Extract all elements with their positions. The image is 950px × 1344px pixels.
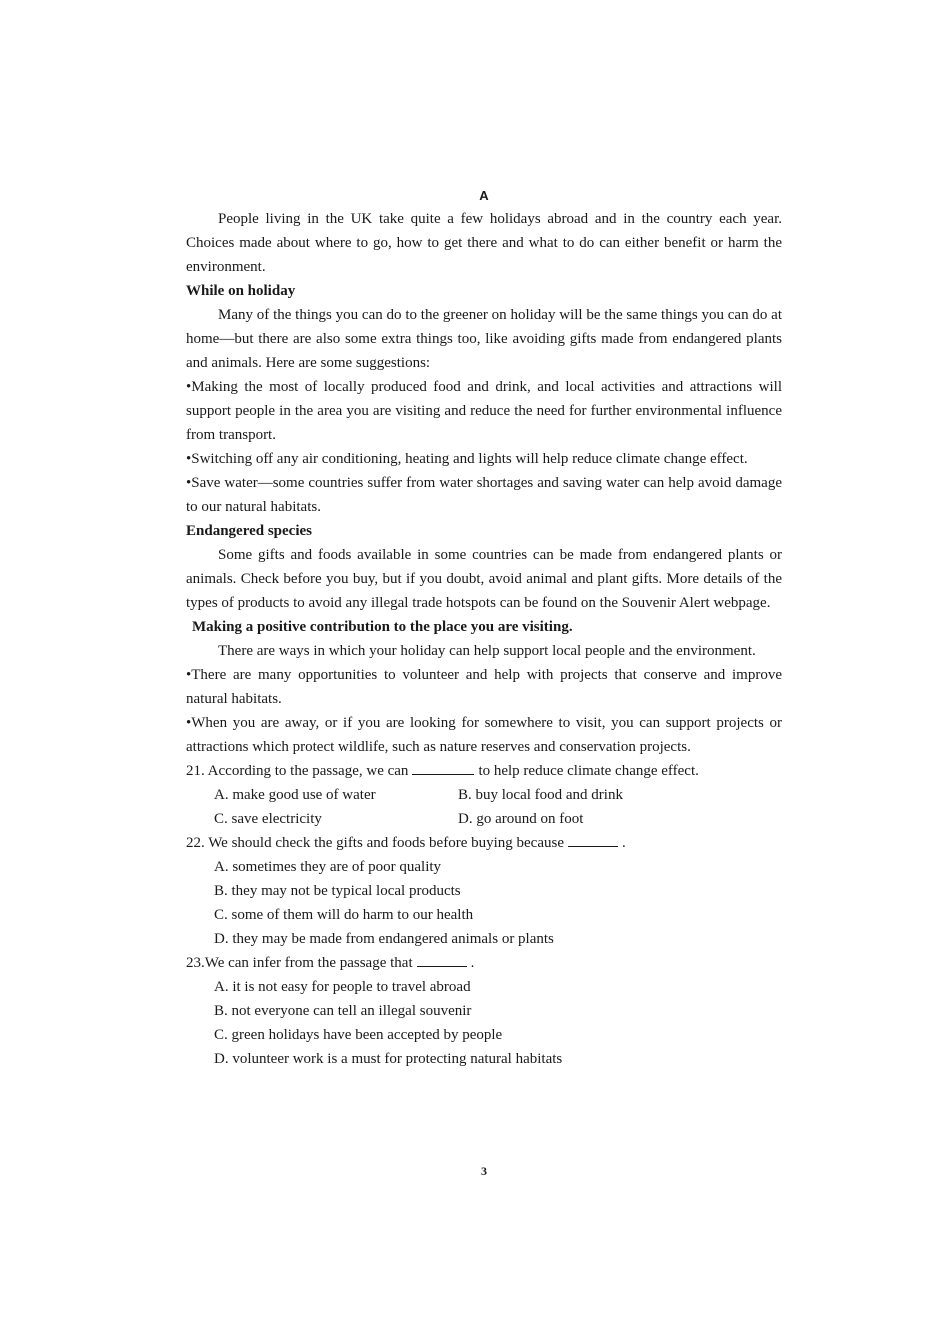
option-a: A. make good use of water — [214, 787, 376, 803]
answer-blank — [417, 952, 467, 967]
question-23-text-before: 23.We can infer from the passage that — [186, 955, 413, 971]
options-row — [186, 783, 782, 807]
option-d: D. they may be made from endangered animals or plants — [214, 931, 554, 947]
option-d: D. go around on foot — [458, 811, 584, 827]
option-b: B. they may not be typical local products — [214, 883, 461, 899]
bullet-local-food: •Making the most of locally produced food and drink, and local activities and attractions will support people in the area you are visiting and reduce the need for further environmental influence from transport. — [186, 379, 782, 443]
question-21-stem — [186, 759, 782, 783]
option-d: D. volunteer work is a must for protecting natural habitats — [214, 1051, 563, 1067]
question-22-stem — [186, 831, 782, 855]
endangered-paragraph: Some gifts and foods available in some countries can be made from endangered plants or animals. Check before you buy, but if you doubt, avoid animal and plant gifts. More details of the types of products to avoid any illegal trade hotspots can be found on the Souvenir Alert webpage. — [186, 547, 782, 611]
option-b: B. not everyone can tell an illegal souvenir — [214, 1003, 472, 1019]
question-22 — [186, 831, 782, 951]
options-row — [186, 807, 782, 831]
page-number: 3 — [481, 1164, 487, 1178]
question-22-text-before: 22. We should check the gifts and foods before buying because — [186, 835, 564, 851]
option-a: A. it is not easy for people to travel abroad — [214, 979, 471, 995]
bullet-support-projects: •When you are away, or if you are looking for somewhere to visit, you can support projects or attractions which protect wildlife, such as nature reserves and conservation projects. — [186, 715, 782, 755]
option-c: C. green holidays have been accepted by people — [214, 1027, 503, 1043]
question-23-text-after: . — [470, 955, 475, 971]
answer-blank — [568, 832, 618, 847]
heading-positive-contribution: Making a positive contribution to the place you are visiting. — [192, 619, 573, 635]
heading-endangered-species: Endangered species — [186, 523, 312, 539]
option-c: C. some of them will do harm to our health — [214, 907, 474, 923]
question-23-stem — [186, 951, 782, 975]
bullet-volunteer: •There are many opportunities to volunteer and help with projects that conserve and improve natural habitats. — [186, 667, 782, 707]
section-label: A — [479, 188, 489, 203]
intro-paragraph: People living in the UK take quite a few holidays abroad and in the country each year. Choices made about where to go, how to get there and what to do can either benefit or harm the environment. — [186, 211, 782, 275]
bullet-save-water: •Save water—some countries suffer from water shortages and saving water can help avoid damage to our natural habitats. — [186, 475, 782, 515]
option-c: C. save electricity — [214, 811, 322, 827]
question-23 — [186, 951, 782, 1071]
option-a: A. sometimes they are of poor quality — [214, 859, 442, 875]
answer-blank — [412, 760, 474, 775]
question-21-text-after: to help reduce climate change effect. — [478, 763, 699, 779]
question-21-text-before: 21. According to the passage, we can — [186, 763, 409, 779]
while-on-holiday-paragraph: Many of the things you can do to the greener on holiday will be the same things you can do at home—but there are also some extra things too, like avoiding gifts made from endangered plants and animals. Here are some suggestions: — [186, 307, 782, 371]
reading-passage — [186, 188, 782, 1071]
positive-paragraph: There are ways in which your holiday can help support local people and the environment. — [218, 643, 756, 659]
option-b: B. buy local food and drink — [458, 787, 623, 803]
question-21 — [186, 759, 782, 831]
question-22-text-after: . — [622, 835, 626, 851]
bullet-switch-off: •Switching off any air conditioning, heating and lights will help reduce climate change effect. — [186, 451, 748, 467]
heading-while-on-holiday: While on holiday — [186, 283, 296, 299]
